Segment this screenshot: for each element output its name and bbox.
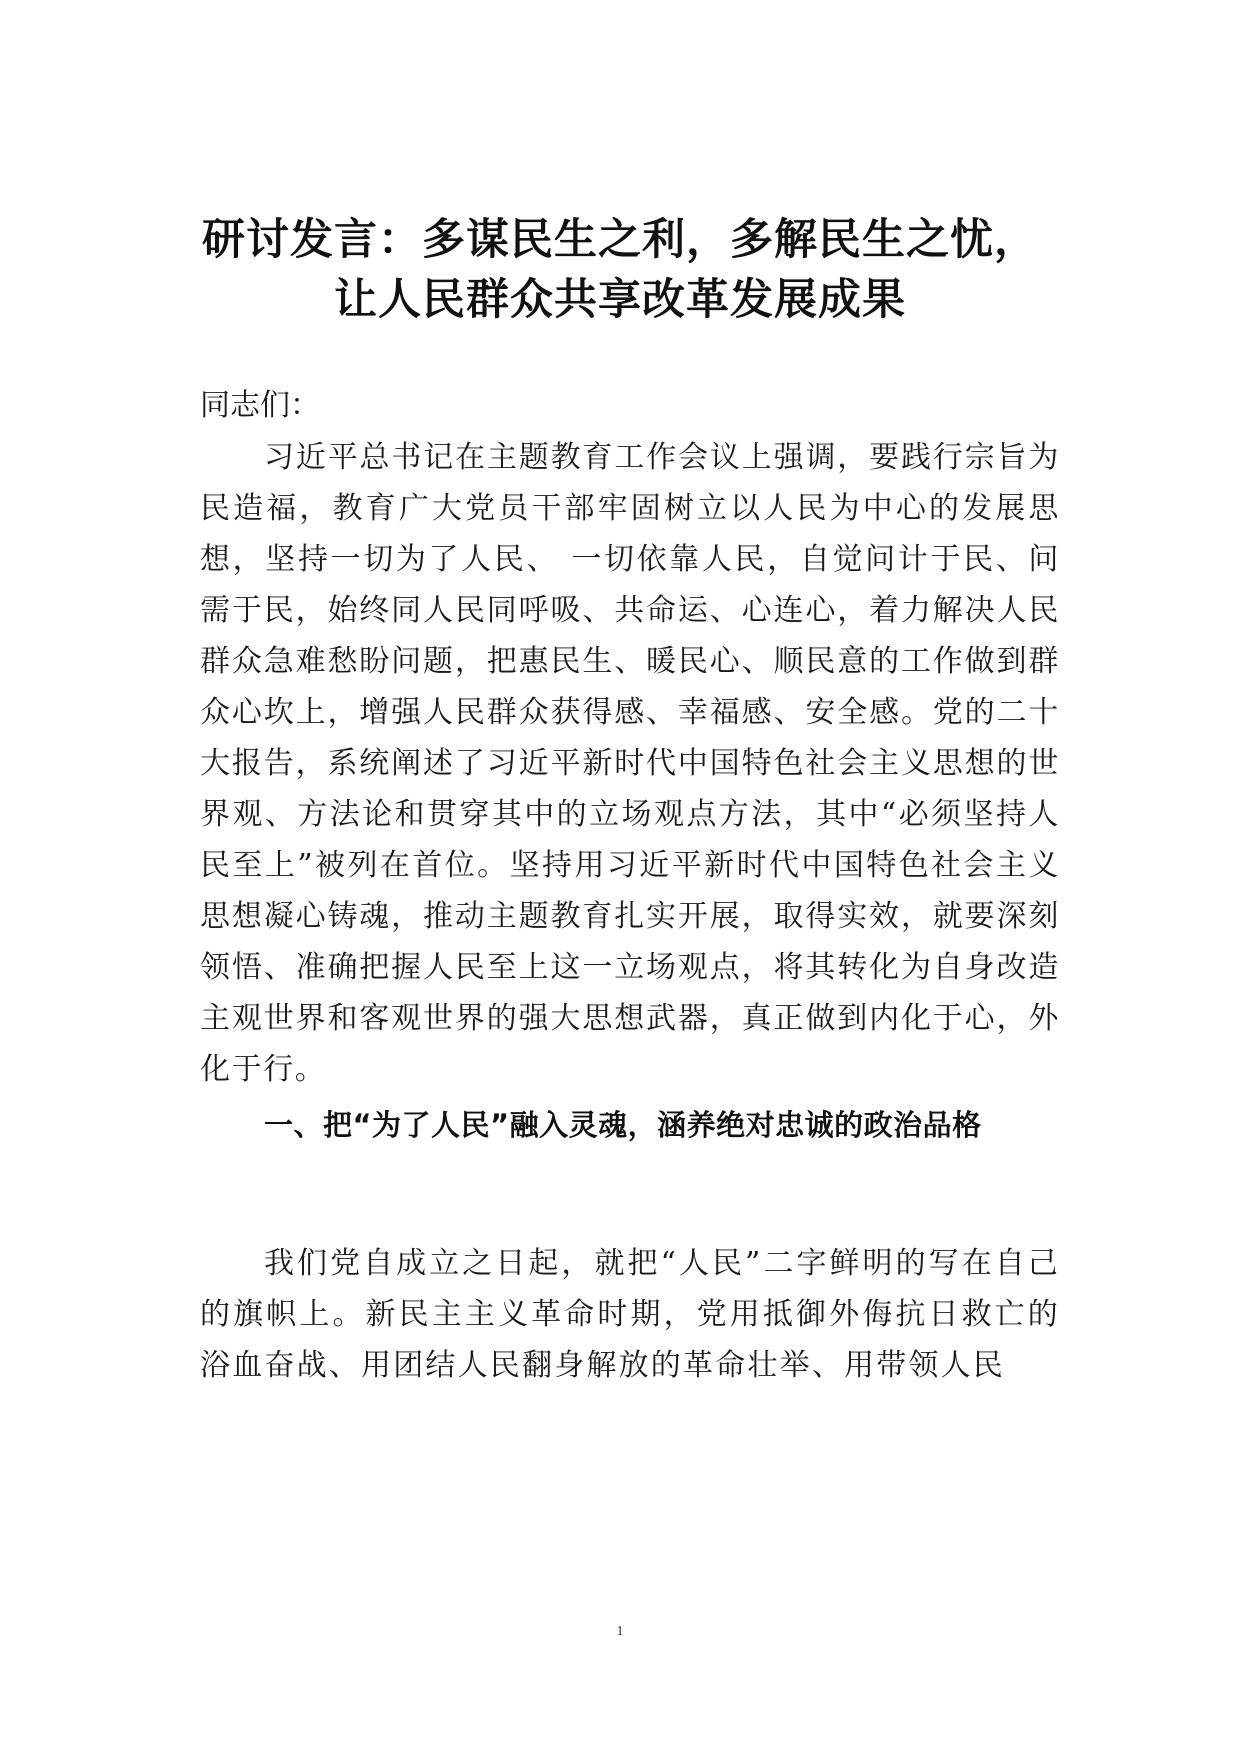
body-paragraph-1: 习近平总书记在主题教育工作会议上强调，要践行宗旨为民造福，教育广大党员干部牢固树立以人民为中心的发展思想，坚持一切为了人民、 一切依靠人民，自觉问计于民、问需于民，始终同人民同呼吸、共命运、心连心，着力解决人民群众急难愁盼问题，把惠民生、暖民心、顺民意的工作做到群众心坎上，增强人民群众获得感、幸福感、安全感。党的二十大报告，系统阐述了习近平新时代中国特色社会主义思想的世界观、方法论和贯穿其中的立场观点方法，其中“必须坚持人民至上”被列在首位。坚持用习近平新时代中国特色社会主义思想凝心铸魂，推动主题教育扎实开展，取得实效，就要深刻领悟、准确把握人民至上这一立场观点，将其转化为自身改造主观世界和客观世界的强大思想武器，真正做到内化于心，外化于行。	[200, 440, 1060, 1087]
section-heading-1: 一、把“为了人民”融入灵魂，涵养绝对忠诚的政治品格	[264, 1108, 982, 1142]
page-number: 1	[616, 1624, 624, 1639]
salutation: 同志们：	[200, 388, 320, 423]
document-title-line-1: 研讨发言：多谋民生之利，多解民生之忧，	[202, 215, 1038, 265]
document-title-line-2: 让人民群众共享改革发展成果	[334, 275, 906, 325]
body-paragraph-2: 我们党自成立之日起，就把“人民”二字鲜明的写在自己的旗帜上。新民主主义革命时期，党用抵御外侮抗日救亡的浴血奋战、用团结人民翻身解放的革命壮举、用带领人民	[200, 1246, 1060, 1383]
